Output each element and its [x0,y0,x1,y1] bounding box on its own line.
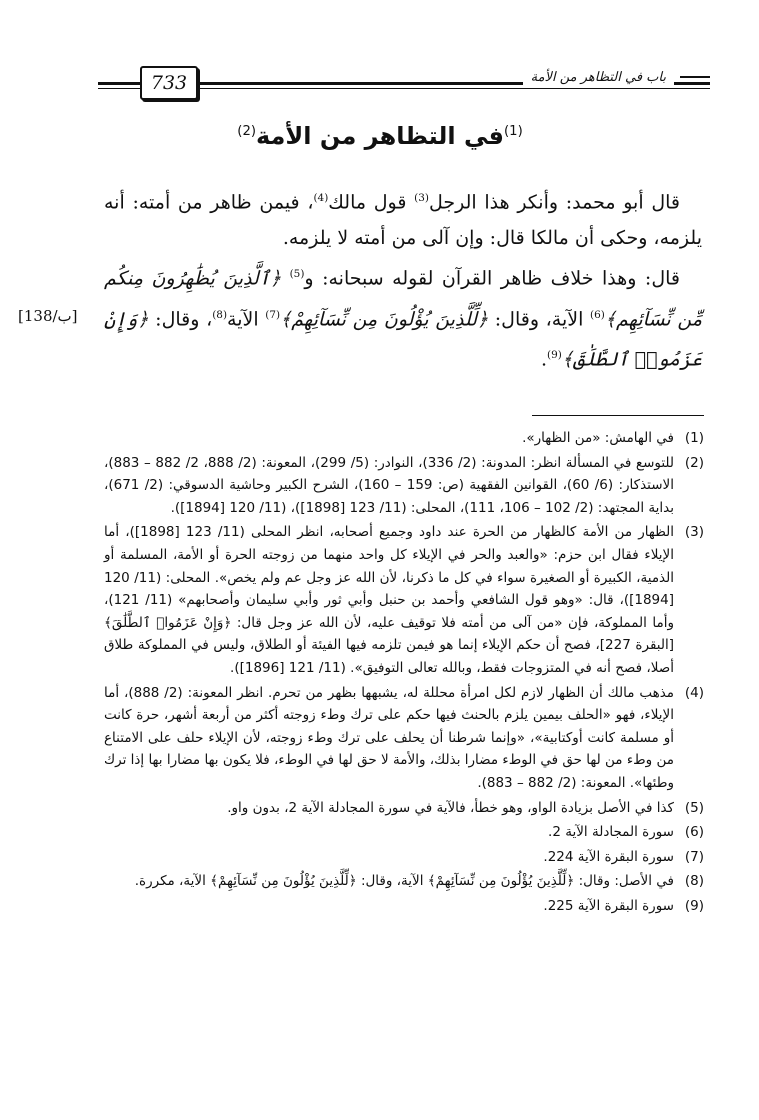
note-ref-4: (4) [313,192,329,204]
footnote-text: سورة البقرة الآية 224. [543,848,674,865]
note-ref-9: (9) [547,348,562,361]
quran-quote-1: ﴿ٱلَّذِينَ يُظَٰهِرُونَ مِنكُم مِّن نِّسَآئِهِم﴾ [104,267,702,330]
footnote [104,821,704,844]
footnotes [104,427,704,919]
footnote [104,797,704,820]
page-number: 733 [140,66,198,100]
footnote-number: (8) [684,873,704,890]
p2-text-b: الآية، وقال: [488,307,591,330]
footnote-text: مذهب مالك أن الظهار لازم لكل امرأة محللة له، يشبهها بظهر من تحرم. انظر المعونة: (2/ 888)، أما الإيلاء، فهو «الحلف بيمين يلزم بالحنث فيها حكم على ترك وطء زوجته أكثر من أربعة أشهر، حرة كانت أو مسلمة كانت أوكتابية»، «وإنما شرطنا أن يحلف على ترك وطء زوجته، لأن الإيلاء حلف على الامتناع من وطء من لها حق في الوطء مضارا بذلك، والأمة لا حق لها في الوطء، فلا يكون بها مضارا بها إذا ترك وطئها». المعونة: (2/ 882 – 883). [104,684,675,791]
note-ref-3: (3) [414,192,429,204]
footnote-separator [532,415,704,416]
note-ref-5: (5) [289,268,305,281]
footnote-number: (6) [684,824,704,841]
footnote-text: سورة البقرة الآية 225. [543,897,674,914]
quran-quote-2: ﴿لِّلَّذِينَ يُؤْلُونَ مِن نِّسَآئِهِمْ﴾ [280,307,489,330]
footnote [104,452,704,520]
footnote-text: سورة المجادلة الآية 2. [548,824,674,841]
section-title [100,122,660,150]
footnote-text: كذا في الأصل بزيادة الواو، وهو خطأ، فالآية في سورة المجادلة الآية 2، بدون واو. [227,799,674,816]
footnote-text: الظهار من الأمة كالظهار من الحرة عند داود وجميع أصحابه، انظر المحلى (11/ 123 [1898])، أما الإيلاء فقال ابن حزم: «والعبد والحر في الإيلاء كل واحد منهما من زوجته الحرة أو الأمة، المسلمة أو الذمية، الكبيرة أو الصغيرة سواء في كل ما ذكرنا، لأن الله عز وجل عم ولم يخص». المحلى: (11/ 120 [1894])، قال: «وهو قول الشافعي وأحمد بن حنبل وأبي ثور وأبي سليمان وأصحابهم» (11/ 121)، وأما المملوكة، فإن «من آلى من أمته فلا توقيف عليه، لأن الله عز وجل قال: ﴿وَإِنْ عَزَمُوا۟ ٱلطَّلَٰقَ﴾ [البقرة 227]، فصح أن حكم الإيلاء إنما هو فيمن تلزمه فيها الفيئة أو الطلاق، وليس في المملوكة طلاق أصلا، فصح أنه في المتزوجات فقط، وبالله تعالى التوفيق». (11/ 121 [1896]). [104,524,675,676]
footnote [104,682,704,795]
footnote [104,895,704,918]
p1-text-c: ، فيمن ظاهر من أمته: أنه يلزمه، وحكى أن مالكا قال: وإن آلى من أمته لا يلزمه. [104,191,702,250]
footnote-text: للتوسع في المسألة انظر: المدونة: (2/ 336)، النوادر: (5/ 299)، المعونة: (2/ 888، 2/ 882 – 883)، الاستذكار: (6/ 60)، القوانين الفقهية (ص: 159 – 160)، الشرح الكبير وحاشية الدسوقي: (2/ 671)، بداية المجتهد: (2/ 102 – 106، 111)، المحلى: (11/ 123 [1898])، (11/ 120 [1894]). [104,454,675,516]
footnote-number: (3) [684,524,705,541]
footnote-number: (7) [684,848,704,865]
p1-text-b: قول مالك [328,191,415,214]
paragraph-1 [104,180,702,256]
footnote [104,521,704,679]
footnote-text: في الهامش: «من الظهار». [522,430,674,446]
quran-quote-3: ﴿وَإِنْ عَزَمُوا۟ ٱلطَّلَٰقَ﴾ [104,307,702,371]
title-note-ref-1: (1) [504,124,523,139]
footnote-number: (1) [684,430,704,446]
footnote-text: في الأصل: وقال: ﴿لِّلَّذِينَ يُؤْلُونَ مِن نِّسَآئِهِمْ﴾ الآية، وقال: ﴿لِّلَّذِينَ يُؤْلُونَ مِن نِّسَآئِهِمْ﴾ الآية، مكررة. [134,873,674,890]
manuscript-folio-ref: [138/ب] [18,307,78,325]
page-header [98,62,710,102]
note-ref-6: (6) [590,308,605,321]
p2-text-d: ، وقال: [148,307,213,330]
running-title: باب في التظاهر من الأمة [523,70,674,85]
header-dash [680,76,710,78]
p2-text-c: الآية [227,307,266,330]
p2-text-a: قال: وهذا خلاف ظاهر القرآن لقوله سبحانه: و [304,267,680,290]
footnote-number: (2) [684,454,705,471]
footnote [104,427,704,450]
title-text: في التظاهر من الأمة [255,122,505,150]
note-ref-8: (8) [212,308,228,321]
title-note-ref-2: (2) [237,124,256,139]
footnote [104,846,704,869]
footnote-number: (4) [684,684,705,701]
footnote-number: (5) [684,799,704,816]
p1-text-a: قال أبو محمد: وأنكر هذا الرجل [428,191,680,214]
body-text [104,180,702,377]
note-ref-7: (7) [265,308,281,321]
paragraph-2 [104,256,702,377]
footnote [104,870,704,893]
p2-text-e: . [540,348,548,371]
footnote-number: (9) [684,897,704,914]
